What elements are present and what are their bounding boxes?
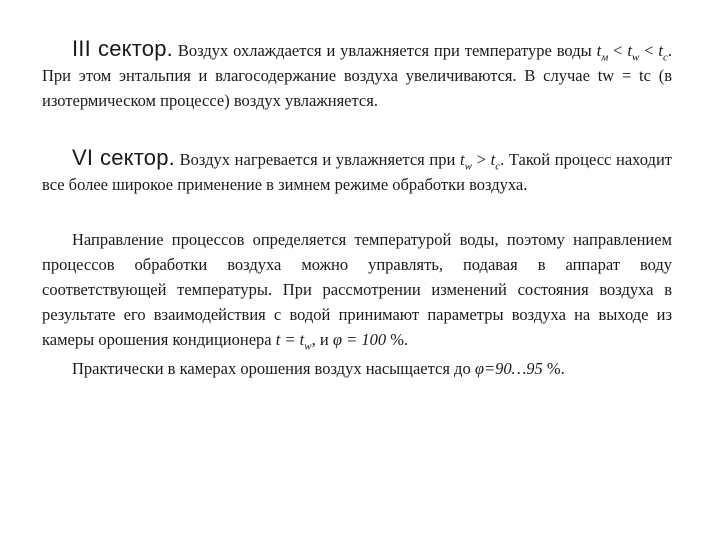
symbol-tc — [490, 150, 501, 173]
symbol-tc-letter: t — [490, 150, 496, 169]
document-page — [42, 36, 672, 381]
symbol-t-c-letter: t — [658, 41, 663, 60]
symbol-t-m-subscript: м — [601, 51, 609, 64]
symbol-t-c — [658, 41, 668, 64]
formula-separator: , и — [311, 330, 333, 349]
formula-t-equals-tw — [275, 330, 312, 353]
direction-paragraph — [42, 227, 672, 352]
symbol-t-m — [596, 41, 609, 64]
saturation-paragraph — [42, 356, 672, 381]
symbol-t-w-subscript: w — [631, 51, 640, 64]
symbol-t-w — [627, 41, 640, 64]
symbol-tw-letter: t — [460, 150, 465, 169]
sector-6-paragraph — [42, 145, 672, 197]
symbol-t-c-subscript: c — [663, 51, 668, 64]
symbol-tw — [460, 150, 472, 173]
formula-phi-100: φ = 100 — [332, 330, 387, 349]
percent-unit-2: %. — [542, 359, 565, 378]
symbol-t-m-letter: t — [596, 41, 602, 60]
formula-t-text: t = t — [275, 330, 305, 349]
sector-6-text-1: Воздух нагревается и увлажняется при — [174, 150, 460, 169]
sector-3-text-1: Воздух охлаждается и увлажняется при температуре воды — [172, 41, 597, 60]
formula-phi-range: φ=90…95 — [474, 359, 543, 378]
sector-3-heading: III сектор. — [72, 36, 173, 61]
sector-6-heading: VI сектор. — [72, 145, 175, 170]
percent-unit-1: %. — [386, 330, 409, 349]
less-than-1: < — [608, 41, 628, 60]
less-than-2: < — [639, 41, 659, 60]
sector-6-text-2: . Такой процесс находит все более широкое применение в зимнем режиме обработки воздуха. — [42, 150, 672, 194]
symbol-tc-subscript: c — [495, 160, 501, 173]
saturation-text: Практически в камерах орошения воздух насыщается до — [72, 359, 475, 378]
sector-3-paragraph — [42, 36, 672, 113]
symbol-tw-subscript: w — [464, 160, 472, 173]
greater-than: > — [471, 150, 491, 169]
sector-3-text-2: . При этом энтальпия и влагосодержание воздуха увеличиваются. В случае tw = tc (в изотермическом процессе) воздух увлажняется. — [42, 41, 673, 110]
direction-text: Направление процессов определяется температурой воды, поэтому направлением процессов обработки воздуха можно управлять, подавая в аппарат воду соответствующей температуры. При рассмотрении изменений состояния воздуха в результате его взаимодействия с водой принимают параметры воздуха на выходе из камеры орошения кондиционера — [42, 230, 672, 349]
symbol-t-w-letter: t — [627, 41, 632, 60]
formula-t-subscript: w — [304, 340, 312, 353]
